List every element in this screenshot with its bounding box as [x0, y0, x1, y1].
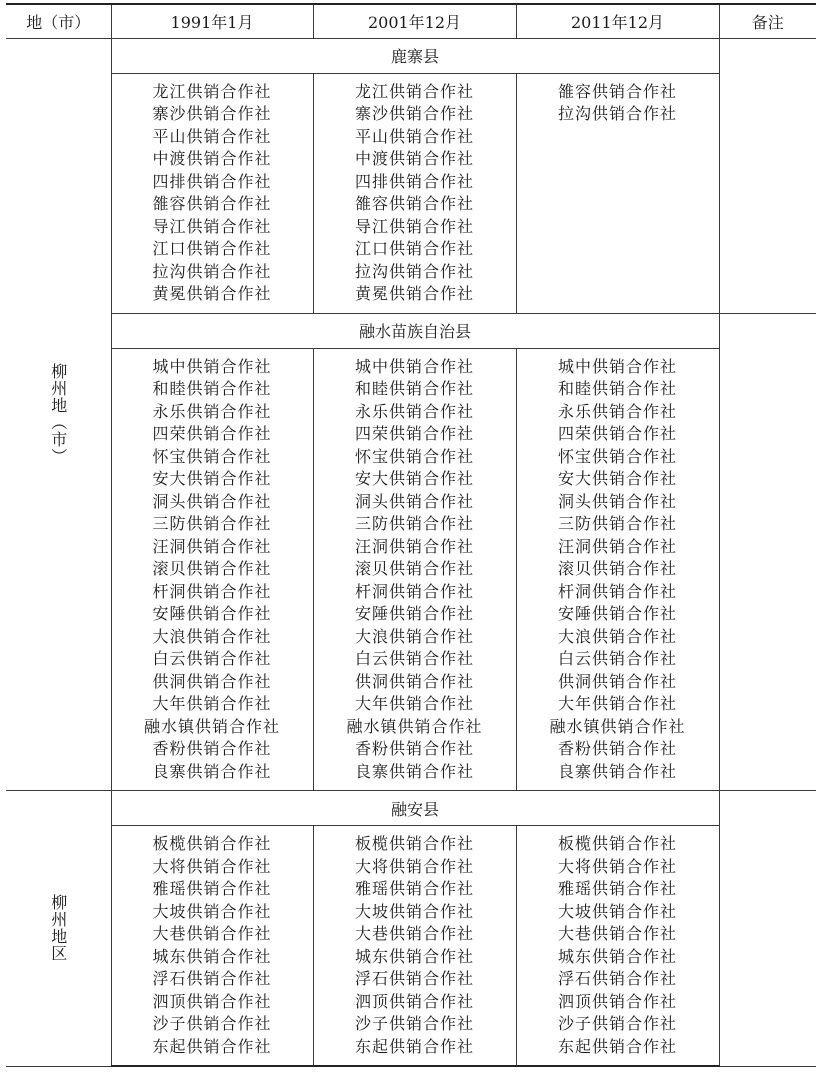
coop-name: 滚贝供销合作社 — [152, 559, 272, 578]
region-label: 柳州地区 — [48, 894, 68, 963]
coop-name: 汪洞供销合作社 — [557, 536, 677, 556]
coop-name: 大年供销合作社 — [354, 694, 474, 713]
header-remark: 备注 — [719, 4, 816, 38]
coop-name: 东起供销合作社 — [152, 1036, 272, 1056]
coop-name: 融水镇供销合作社 — [346, 716, 483, 736]
coop-name: 三防供销合作社 — [557, 514, 677, 533]
coop-name: 雒容供销合作社 — [354, 194, 474, 213]
list-2001 — [313, 826, 516, 1067]
list-1991 — [111, 348, 313, 791]
county-row — [6, 38, 816, 73]
coop-name: 和睦供销合作社 — [557, 379, 677, 398]
coop-name: 良寨供销合作社 — [152, 761, 272, 781]
coop-name: 四荣供销合作社 — [557, 424, 677, 443]
remark-cell — [719, 313, 816, 791]
coop-name: 永乐供销合作社 — [152, 401, 272, 421]
coop-name: 大坡供销合作社 — [354, 901, 474, 921]
coop-name: 雒容供销合作社 — [152, 194, 272, 213]
county-list-row — [6, 73, 816, 313]
list-2011 — [516, 73, 719, 313]
header-region: 地（市） — [6, 4, 111, 38]
coop-name: 导江供销合作社 — [354, 216, 474, 236]
coop-name: 泗顶供销合作社 — [354, 991, 474, 1011]
coop-name: 大浪供销合作社 — [557, 626, 677, 646]
coop-name: 安大供销合作社 — [354, 469, 474, 488]
coop-name: 中渡供销合作社 — [152, 149, 272, 168]
county-name: 鹿寨县 — [111, 38, 719, 73]
coop-name: 城东供销合作社 — [152, 946, 272, 966]
list-1991 — [111, 73, 313, 313]
coop-name: 汪洞供销合作社 — [152, 536, 272, 556]
coop-name: 融水镇供销合作社 — [549, 716, 686, 736]
coop-name: 大浪供销合作社 — [152, 626, 272, 646]
coop-name: 泗顶供销合作社 — [557, 991, 677, 1011]
list-2011 — [516, 826, 719, 1067]
coop-name: 城中供销合作社 — [152, 356, 272, 376]
coop-name: 怀宝供销合作社 — [152, 446, 272, 466]
coop-name: 大坡供销合作社 — [152, 901, 272, 921]
coop-name: 拉沟供销合作社 — [152, 261, 272, 281]
coop-name: 平山供销合作社 — [152, 126, 272, 146]
coop-name: 城中供销合作社 — [354, 356, 474, 376]
coop-name: 洞头供销合作社 — [354, 491, 474, 511]
coop-name: 龙江供销合作社 — [152, 81, 272, 101]
list-2011 — [516, 348, 719, 791]
coop-name: 和睦供销合作社 — [354, 379, 474, 398]
coop-name: 板榄供销合作社 — [557, 834, 677, 853]
coop-name: 大巷供销合作社 — [557, 924, 677, 943]
coop-name: 大巷供销合作社 — [152, 924, 272, 943]
coop-name: 拉沟供销合作社 — [557, 104, 677, 123]
coop-name: 雒容供销合作社 — [557, 81, 677, 101]
coop-name: 香粉供销合作社 — [152, 739, 272, 758]
coop-name: 融水镇供销合作社 — [143, 716, 280, 736]
coop-name: 四排供销合作社 — [354, 171, 474, 191]
coop-name: 洞头供销合作社 — [557, 491, 677, 511]
remark-cell — [719, 38, 816, 313]
coop-name: 杆洞供销合作社 — [354, 581, 474, 601]
coop-name: 四排供销合作社 — [152, 171, 272, 191]
header-row — [6, 4, 816, 38]
coop-name: 大年供销合作社 — [557, 694, 677, 713]
coop-name: 三防供销合作社 — [354, 514, 474, 533]
coop-table — [6, 3, 816, 1067]
list-2001 — [313, 73, 516, 313]
coop-name: 洞头供销合作社 — [152, 491, 272, 511]
coop-name: 城东供销合作社 — [557, 946, 677, 966]
coop-name: 东起供销合作社 — [354, 1036, 474, 1056]
coop-name: 泗顶供销合作社 — [152, 991, 272, 1011]
coop-name: 板榄供销合作社 — [354, 834, 474, 853]
coop-name: 江口供销合作社 — [152, 239, 272, 258]
coop-name: 杆洞供销合作社 — [152, 581, 272, 601]
coop-name: 香粉供销合作社 — [354, 739, 474, 758]
coop-name: 大巷供销合作社 — [354, 924, 474, 943]
county-name: 融水苗族自治县 — [111, 313, 719, 348]
coop-name: 安陲供销合作社 — [152, 604, 272, 623]
coop-name: 大将供销合作社 — [152, 856, 272, 876]
coop-name: 良寨供销合作社 — [354, 761, 474, 781]
coop-name: 浮石供销合作社 — [354, 969, 474, 988]
region-cell — [6, 38, 111, 791]
county-list-row — [6, 348, 816, 791]
coop-name: 东起供销合作社 — [557, 1036, 677, 1056]
coop-name: 安陲供销合作社 — [354, 604, 474, 623]
coop-name: 四荣供销合作社 — [354, 424, 474, 443]
region-cell — [6, 791, 111, 1067]
coop-name: 滚贝供销合作社 — [354, 559, 474, 578]
coop-name: 供洞供销合作社 — [354, 671, 474, 691]
coop-name: 沙子供销合作社 — [557, 1014, 677, 1033]
coop-name: 浮石供销合作社 — [152, 969, 272, 988]
list-2001 — [313, 348, 516, 791]
coop-name: 怀宝供销合作社 — [354, 446, 474, 466]
coop-name: 白云供销合作社 — [152, 649, 272, 668]
coop-name: 江口供销合作社 — [354, 239, 474, 258]
coop-name: 寨沙供销合作社 — [152, 104, 272, 123]
coop-name: 汪洞供销合作社 — [354, 536, 474, 556]
coop-name: 杆洞供销合作社 — [557, 581, 677, 601]
coop-name: 雅瑶供销合作社 — [152, 879, 272, 898]
coop-name: 安大供销合作社 — [152, 469, 272, 488]
coop-name: 滚贝供销合作社 — [557, 559, 677, 578]
header-2011: 2011年12月 — [516, 4, 719, 38]
coop-name: 龙江供销合作社 — [354, 81, 474, 101]
remark-cell — [719, 791, 816, 1067]
county-list-row — [6, 826, 816, 1067]
coop-name: 白云供销合作社 — [354, 649, 474, 668]
coop-name: 沙子供销合作社 — [354, 1014, 474, 1033]
coop-name: 怀宝供销合作社 — [557, 446, 677, 466]
coop-name: 香粉供销合作社 — [557, 739, 677, 758]
coop-name: 城东供销合作社 — [354, 946, 474, 966]
coop-name: 中渡供销合作社 — [354, 149, 474, 168]
coop-name: 雅瑶供销合作社 — [557, 879, 677, 898]
list-1991 — [111, 826, 313, 1067]
coop-name: 板榄供销合作社 — [152, 834, 272, 853]
coop-name: 大将供销合作社 — [557, 856, 677, 876]
coop-name: 大浪供销合作社 — [354, 626, 474, 646]
region-label: 柳州地（市） — [48, 363, 68, 466]
coop-name: 拉沟供销合作社 — [354, 261, 474, 281]
coop-name: 黄冕供销合作社 — [152, 284, 272, 303]
coop-name: 大将供销合作社 — [354, 856, 474, 876]
coop-name: 安大供销合作社 — [557, 469, 677, 488]
coop-name: 浮石供销合作社 — [557, 969, 677, 988]
coop-name: 供洞供销合作社 — [557, 671, 677, 691]
county-row — [6, 313, 816, 348]
coop-name: 四荣供销合作社 — [152, 424, 272, 443]
coop-name: 城中供销合作社 — [557, 356, 677, 376]
coop-name: 和睦供销合作社 — [152, 379, 272, 398]
coop-name: 黄冕供销合作社 — [354, 284, 474, 303]
coop-name: 雅瑶供销合作社 — [354, 879, 474, 898]
coop-name: 大年供销合作社 — [152, 694, 272, 713]
header-2001: 2001年12月 — [313, 4, 516, 38]
coop-name: 导江供销合作社 — [152, 216, 272, 236]
coop-name: 沙子供销合作社 — [152, 1014, 272, 1033]
coop-name: 供洞供销合作社 — [152, 671, 272, 691]
coop-name: 大坡供销合作社 — [557, 901, 677, 921]
coop-name: 良寨供销合作社 — [557, 761, 677, 781]
coop-name: 寨沙供销合作社 — [354, 104, 474, 123]
coop-name: 永乐供销合作社 — [557, 401, 677, 421]
coop-name: 安陲供销合作社 — [557, 604, 677, 623]
coop-name: 白云供销合作社 — [557, 649, 677, 668]
header-1991: 1991年1月 — [111, 4, 313, 38]
coop-name: 永乐供销合作社 — [354, 401, 474, 421]
coop-name: 平山供销合作社 — [354, 126, 474, 146]
coop-name: 三防供销合作社 — [152, 514, 272, 533]
county-name: 融安县 — [111, 791, 719, 826]
county-row — [6, 791, 816, 826]
